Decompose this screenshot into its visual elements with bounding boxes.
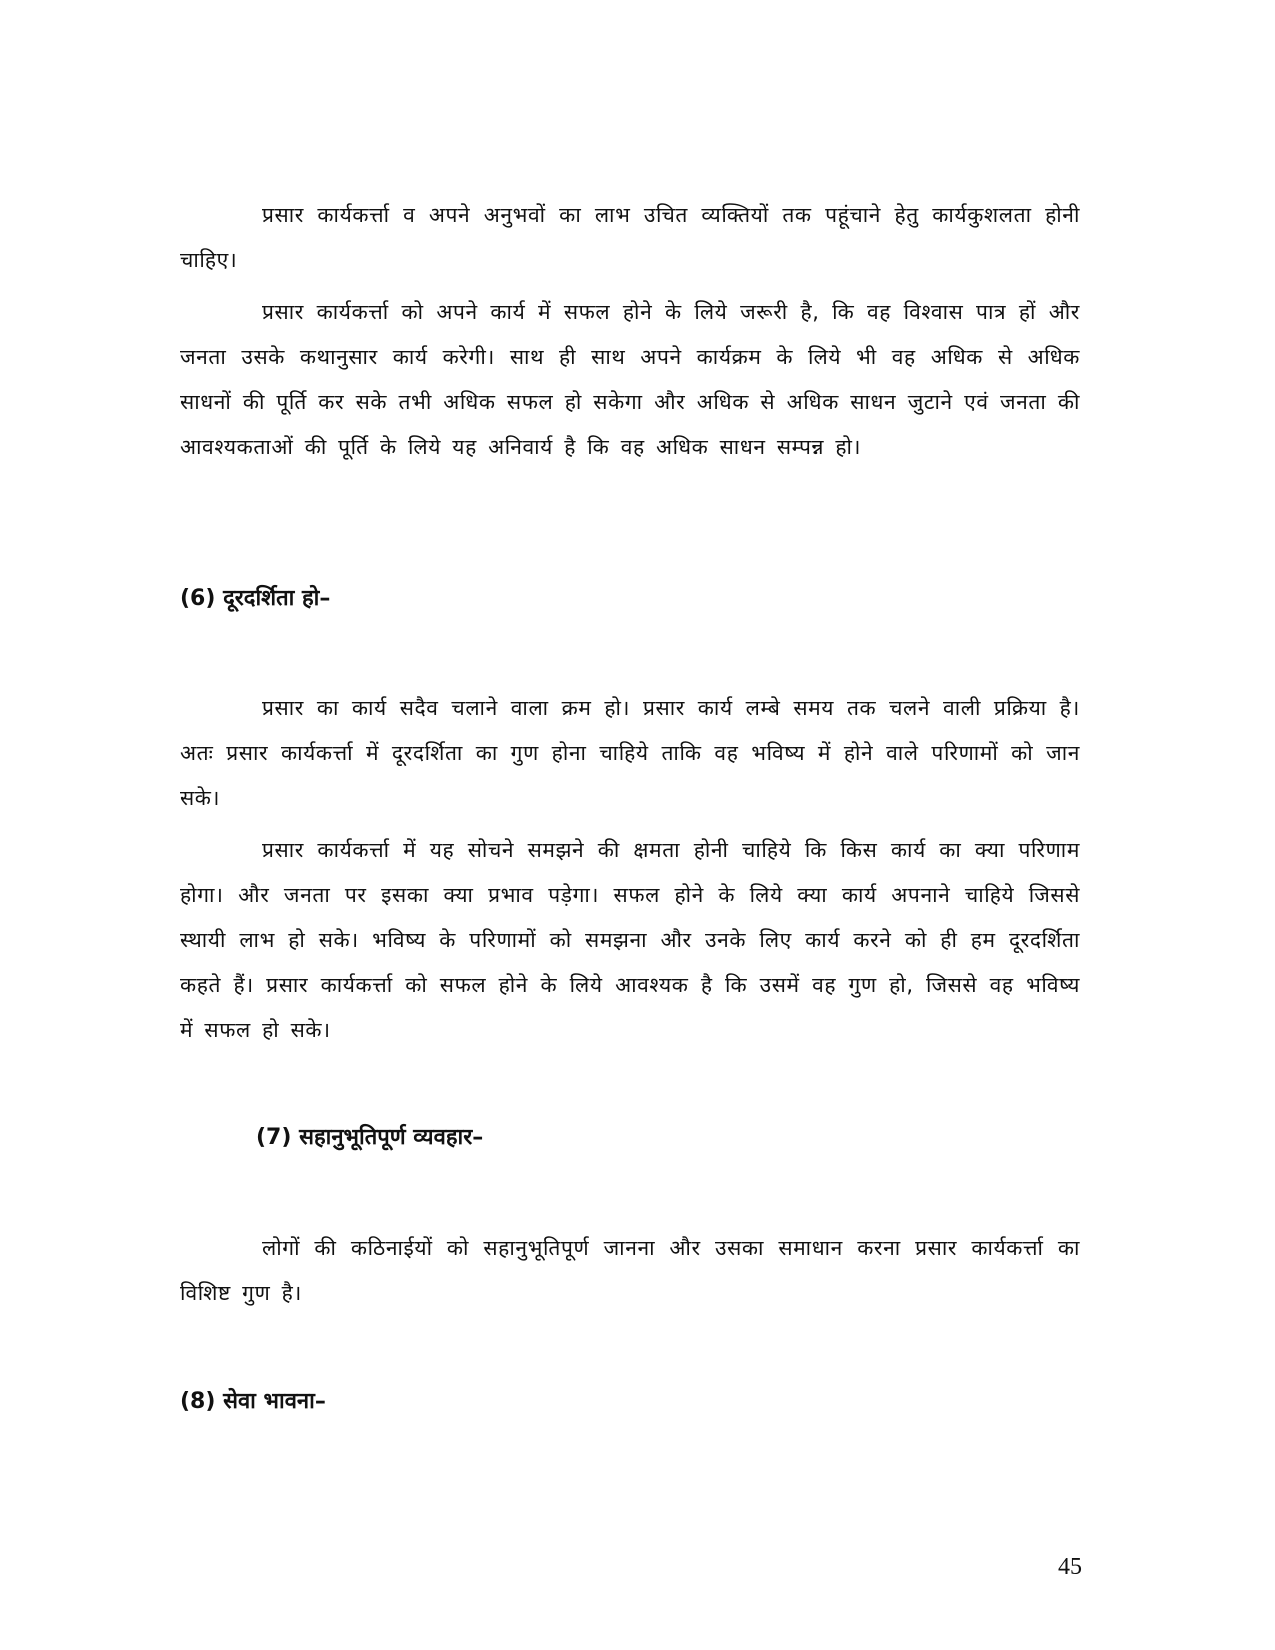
paragraph-text: प्रसार कार्यकर्त्ता व अपने अनुभवों का लाभ उचित व्यक्तियों तक पहूंचाने हेतु कार्यकुशलता होनी चाहिए।	[180, 203, 1080, 272]
section-heading-empathy: (7) सहानुभूतिपूर्ण व्यवहार–	[256, 1125, 484, 1150]
paragraph-empathy	[180, 1226, 1080, 1316]
section-heading-foresight: (6) दूरदर्शिता हो–	[180, 586, 331, 611]
paragraph-text: प्रसार का कार्य सदैव चलाने वाला क्रम हो। प्रसार कार्य लम्बे समय तक चलने वाली प्रक्रिया है। अतः प्रसार कार्यकर्त्ता में दूरदर्शिता का गुण होना चाहिये ताकि वह भविष्य में होने वाले परिणामों को जान सके।	[180, 696, 1080, 810]
page-number: 45	[1058, 1554, 1082, 1580]
paragraph-resources	[180, 290, 1080, 470]
section-heading-service: (8) सेवा भावना–	[180, 1389, 326, 1414]
paragraph-text: प्रसार कार्यकर्त्ता में यह सोचने समझने की क्षमता होनी चाहिये कि किस कार्य का क्या परिणाम होगा। और जनता पर इसका क्या प्रभाव पड़ेगा। सफल होने के लिये क्या कार्य अपनाने चाहिये जिससे स्थायी लाभ हो सके। भविष्य के परिणामों को समझना और उनके लिए कार्य करने को ही हम दूरदर्शिता कहते हैं। प्रसार कार्यकर्त्ता को सफल होने के लिये आवश्यक है कि उसमें वह गुण हो, जिससे वह भविष्य में सफल हो सके।	[180, 838, 1080, 1042]
paragraph-text: लोगों की कठिनाईयों को सहानुभूतिपूर्ण जानना और उसका समाधान करना प्रसार कार्यकर्त्ता का विशिष्ट गुण है।	[180, 1236, 1080, 1305]
paragraph-efficiency	[180, 193, 1080, 283]
paragraph-foresight-detail	[180, 828, 1080, 1053]
paragraph-foresight-intro	[180, 686, 1080, 821]
paragraph-text: प्रसार कार्यकर्त्ता को अपने कार्य में सफल होने के लिये जरूरी है, कि वह विश्वास पात्र हों और जनता उसके कथानुसार कार्य करेगी। साथ ही साथ अपने कार्यक्रम के लिये भी वह अधिक से अधिक साधनों की पूर्ति कर सके तभी अधिक सफल हो सकेगा और अधिक से अधिक साधन जुटाने एवं जनता की आवश्यकताओं की पूर्ति के लिये यह अनिवार्य है कि वह अधिक साधन सम्पन्न हो।	[180, 300, 1080, 459]
